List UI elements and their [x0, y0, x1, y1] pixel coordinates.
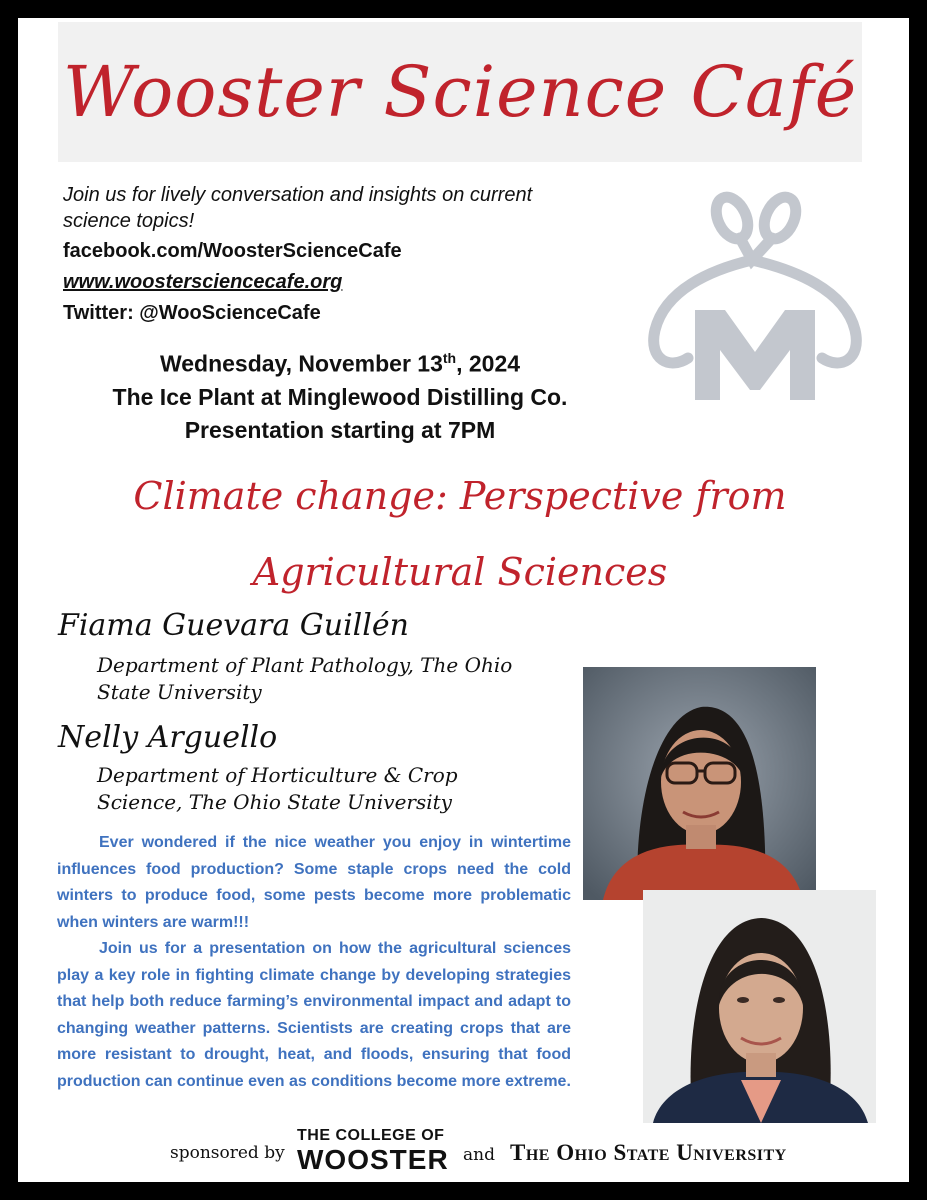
and-label: and [463, 1145, 495, 1165]
poster-title: Wooster Science Café [62, 51, 858, 133]
event-details [30, 342, 650, 447]
speaker-dept-line2: State University [97, 680, 262, 704]
speaker-name: Nelly Arguello [58, 720, 278, 755]
website-link[interactable]: www.woostersciencecafe.org [63, 271, 343, 293]
speaker-name: Fiama Guevara Guillén [58, 608, 409, 643]
speaker-dept-line2: Science, The Ohio State University [97, 790, 452, 814]
speaker-dept-line1: Department of Horticulture & Crop [97, 763, 458, 787]
event-venue: The Ice Plant at Minglewood Distilling Co. [112, 383, 568, 410]
college-of-wooster-logo [297, 1128, 449, 1174]
twitter-handle[interactable]: Twitter: @WooScienceCafe [63, 302, 321, 324]
abstract-paragraph: Join us for a presentation on how the agricultural sciences play a key role in fighting climate change by developing strategies that help both reduce farming’s environmental impact and adapt to changing weather patterns. Scientists are creating crops that are more resistant to drought, heat, and floods, ensuring that food production can continue even as conditions become more extreme. [57, 940, 571, 1090]
speaker-photo-image-icon [583, 667, 816, 900]
talk-title-line1: Climate change: Perspective from [133, 474, 787, 518]
talk-title [40, 458, 880, 610]
abstract-paragraph: Ever wondered if the nice weather you enjoy in wintertime influences food production? Some staple crops need the cold winters to produce food, some pests become more problematic when winters are warm!!! [57, 834, 571, 931]
event-time: Presentation starting at 7PM [184, 416, 496, 443]
speaker-photo [643, 890, 876, 1123]
event-date: Wednesday, November 13th, 2024 [159, 350, 521, 377]
college-logo-line2: WOOSTER [297, 1144, 449, 1175]
minglewood-m-logo-icon [640, 190, 870, 410]
talk-title-line2: Agricultural Sciences [252, 550, 668, 594]
speaker-photo [583, 667, 816, 900]
ohio-state-logo: The Ohio State University [510, 1140, 787, 1165]
speaker-dept-line1: Department of Plant Pathology, The Ohio [97, 653, 513, 677]
speaker-photo-image-icon [643, 890, 876, 1123]
intro-text: Join us for lively conversation and insights on current science topics! [63, 184, 533, 232]
facebook-link[interactable]: facebook.com/WoosterScienceCafe [63, 240, 402, 262]
abstract [57, 830, 571, 1095]
speaker-department [97, 652, 567, 706]
college-logo-line1: THE COLLEGE OF [297, 1127, 445, 1144]
speaker-department [97, 762, 567, 816]
sponsored-by-label: sponsored by [170, 1143, 285, 1163]
